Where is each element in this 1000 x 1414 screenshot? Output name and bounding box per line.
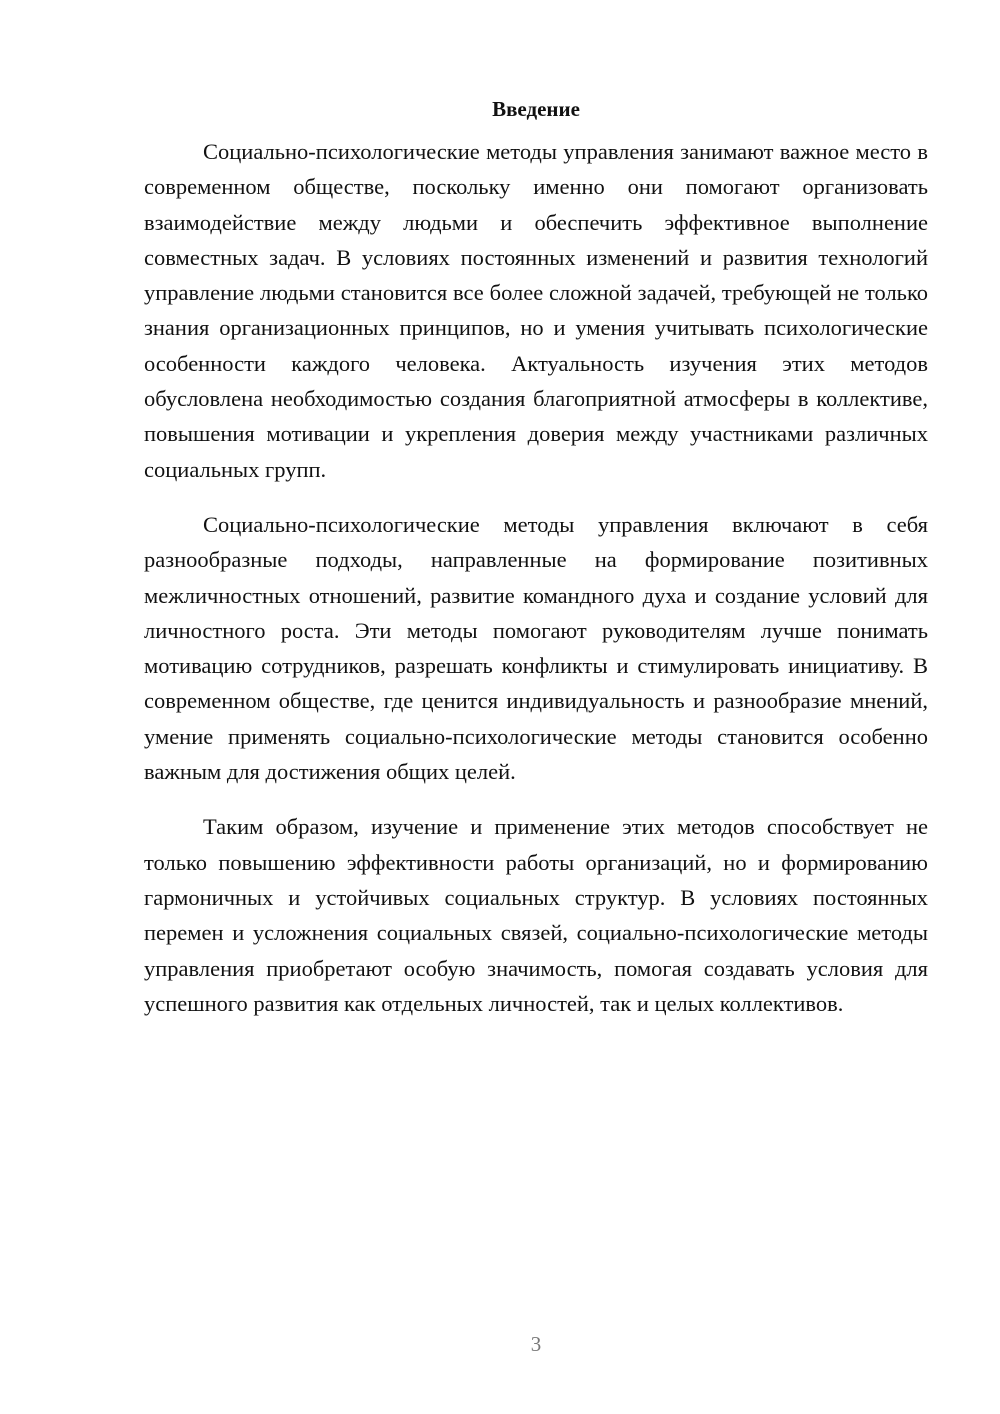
page-content (144, 92, 928, 1041)
section-title: Введение (492, 97, 580, 121)
paragraph-2: Социально-психологические методы управления включают в себя разнообразные подходы, направленные на формирование позитивных межличностных отношений, развитие командного духа и создание условий для личностного роста. Эти методы помогают руководителям лучше понимать мотивацию сотрудников, разрешать конфликты и стимулировать инициативу. В современном обществе, где ценится индивидуальность и разнообразие мнений, умение применять социально-психологические методы становится особенно важным для достижения общих целей. (144, 511, 928, 785)
paragraph-3: Таким образом, изучение и применение этих методов способствует не только повышению эффективности работы организаций, но и формированию гармоничных и устойчивых социальных структур. В условиях постоянных перемен и усложнения социальных связей, социально-психологические методы управления приобретают особую значимость, помогая создавать условия для успешного развития как отдельных личностей, так и целых коллективов. (144, 814, 928, 1016)
paragraph-1: Социально-психологические методы управления занимают важное место в современном обществе, поскольку именно они помогают организовать взаимодействие между людьми и обеспечить эффективное выполнение совместных задач. В условиях постоянных изменений и развития технологий управление людьми становится все более сложной задачей, требующей не только знания организационных принципов, но и умения учитывать психологические особенности каждого человека. Актуальность изучения этих методов обусловлена необходимостью создания благоприятной атмосферы в коллективе, повышения мотивации и укрепления доверия между участниками различных социальных групп. (144, 139, 928, 482)
page-number: 3 (530, 1332, 542, 1356)
